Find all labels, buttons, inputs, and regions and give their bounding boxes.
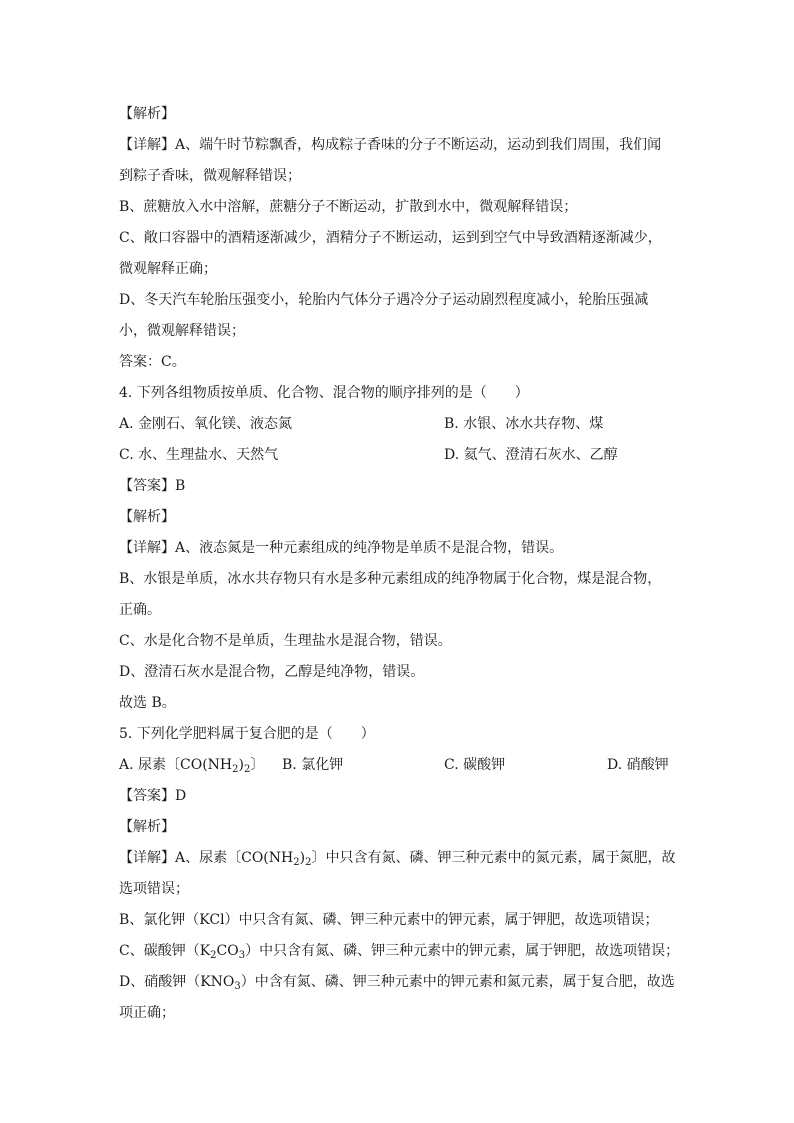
- option-a: A. 金刚石、氧化镁、液态氮: [119, 416, 293, 432]
- detail-line: C、水是化合物不是单质，生理盐水是混合物，错误。: [119, 633, 452, 649]
- detail-line: 选项错误；: [119, 881, 189, 897]
- option-b: B. 水银、冰水共存物、煤: [444, 416, 604, 432]
- detail-line: 小，微观解释错误；: [119, 323, 245, 339]
- detail-line: 正确。: [119, 602, 161, 618]
- detail-line: 【详解】A、液态氮是一种元素组成的纯净物是单质不是混合物，错误。: [119, 540, 564, 556]
- analysis-heading: 【解析】: [119, 819, 175, 835]
- answer-line: 答案：C。: [119, 354, 186, 370]
- option-d: D. 硝酸钾: [607, 757, 669, 773]
- answer-line: 【答案】B: [119, 478, 186, 494]
- detail-line: 到粽子香味，微观解释错误；: [119, 168, 301, 184]
- answer-line: 【答案】D: [119, 788, 187, 804]
- option-b: B. 氯化钾: [282, 757, 344, 773]
- detail-line: B、蔗糖放入水中溶解，蔗糖分子不断运动，扩散到水中，微观解释错误；: [119, 199, 578, 215]
- conclusion-line: 故选 B。: [119, 695, 176, 711]
- question-stem: 5. 下列化学肥料属于复合肥的是（ ）: [119, 726, 375, 742]
- detail-line: B、水银是单质，冰水共存物只有水是多种元素组成的纯净物属于化合物，煤是混合物，: [119, 571, 662, 587]
- detail-line: C、敞口容器中的酒精逐渐减少，酒精分子不断运动，运到到空气中导致酒精逐渐减少，: [119, 230, 662, 246]
- detail-line: B、氯化钾（KCl）中只含有氮、磷、钾三种元素中的钾元素，属于钾肥，故选项错误；: [119, 912, 659, 928]
- detail-line: C、碳酸钾$(K_2CO_3)$中只含有氮、磷、钾三种元素中的钾元素，属于钾肥，故选项错误；: [119, 943, 680, 961]
- analysis-heading: 【解析】: [119, 509, 175, 525]
- option-d: D. 氦气、澄清石灰水、乙醇: [444, 447, 618, 463]
- detail-line: D、硝酸钾$(KNO_3)$中含有氮、磷、钾三种元素中的钾元素和氮元素，属于复合肥，故选: [119, 974, 675, 992]
- option-c: C. 碳酸钾: [444, 757, 506, 773]
- analysis-heading: 【解析】: [119, 106, 175, 122]
- detail-line: D、澄清石灰水是混合物，乙醇是纯净物，错误。: [119, 664, 425, 680]
- detail-line: 项正确；: [119, 1005, 175, 1021]
- question-stem: 4. 下列各组物质按单质、化合物、混合物的顺序排列的是（ ）: [119, 385, 529, 401]
- detail-line: D、冬天汽车轮胎压强变小，轮胎内气体分子遇冷分子运动剧烈程度减小，轮胎压强减: [119, 292, 649, 308]
- detail-line: 微观解释正确；: [119, 261, 217, 277]
- option-a: A. 尿素〔$CO(NH_2)_2$〕: [119, 757, 265, 775]
- detail-line: 【详解】A、尿素〔$CO(NH_2)_2$〕中只含有氮、磷、钾三种元素中的氮元素，属于氮肥，故: [119, 850, 676, 868]
- detail-line: 【详解】A、端午时节粽飘香，构成粽子香味的分子不断运动，运动到我们周围，我们闻: [119, 137, 662, 153]
- option-c: C. 水、生理盐水、天然气: [119, 447, 279, 463]
